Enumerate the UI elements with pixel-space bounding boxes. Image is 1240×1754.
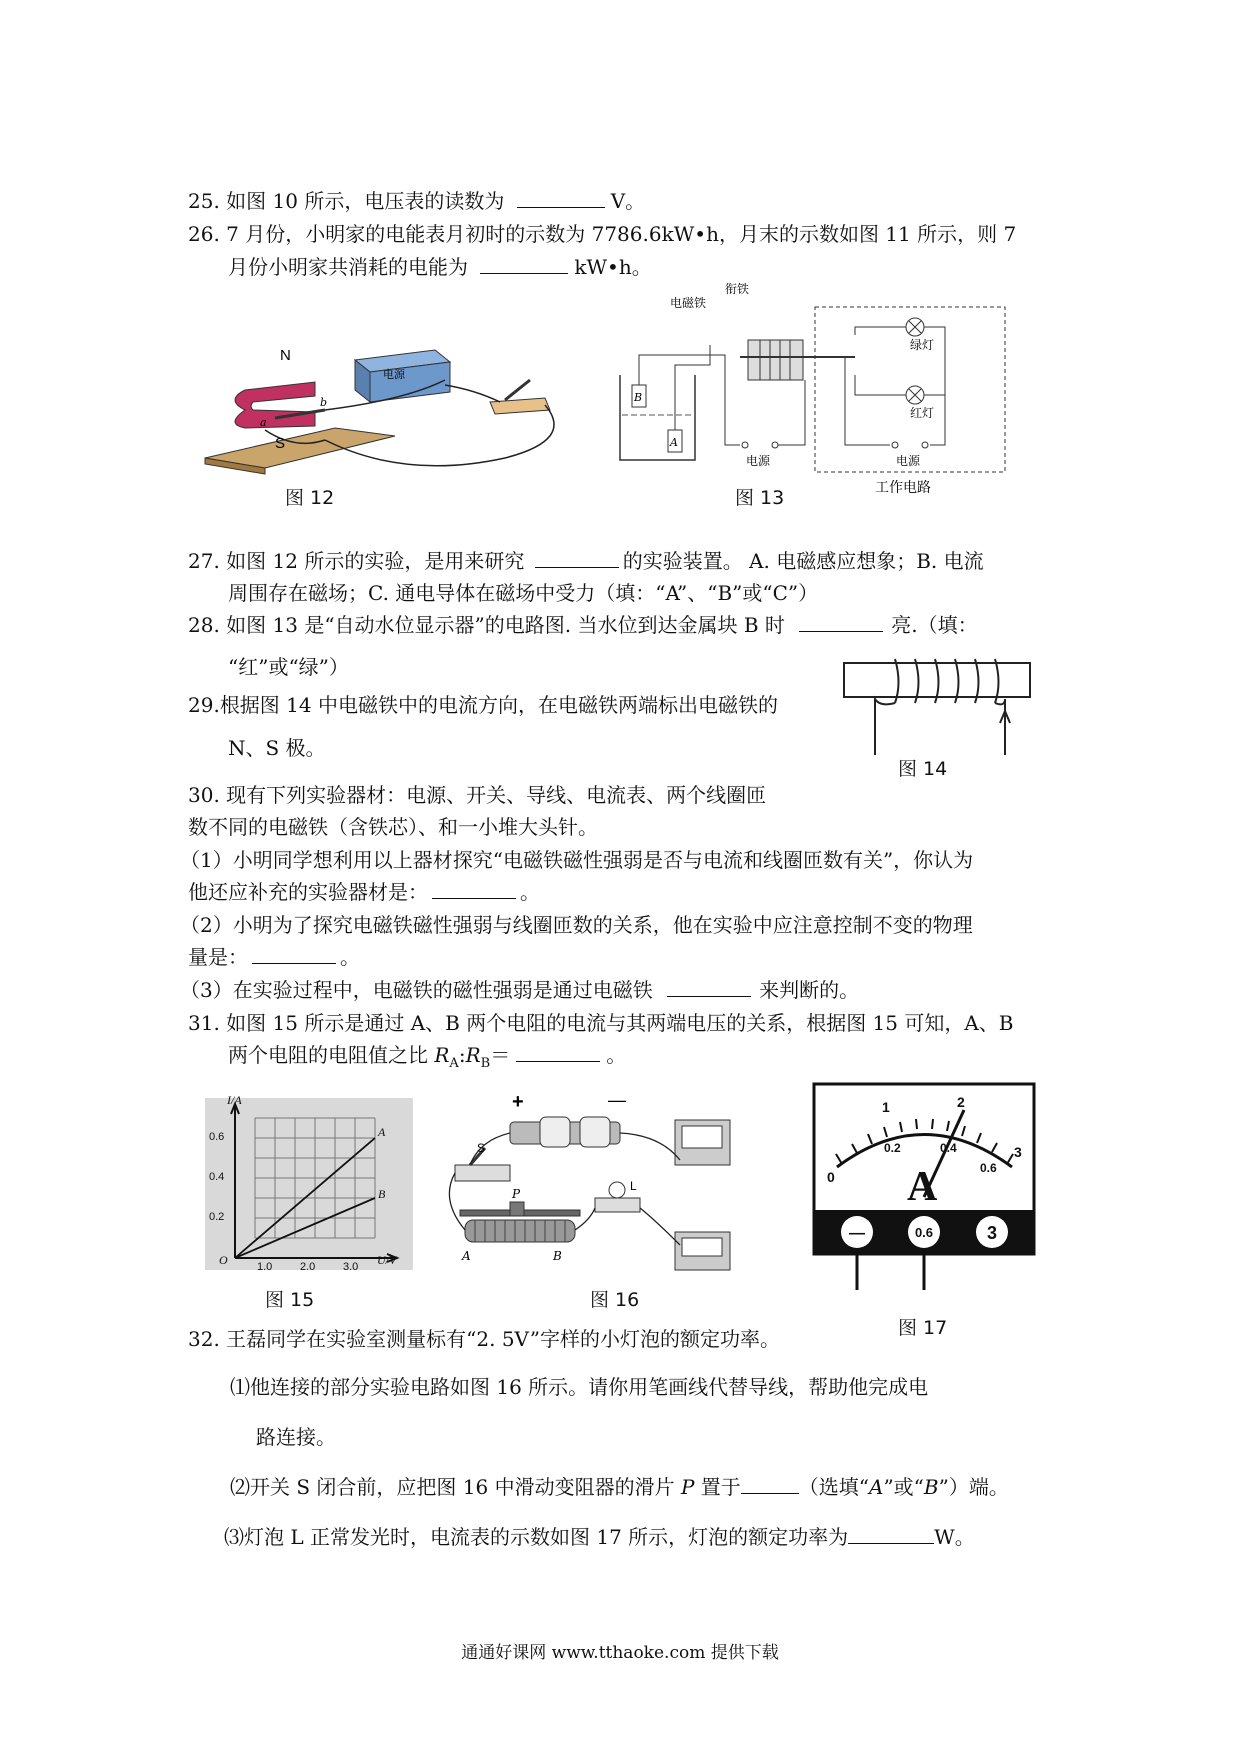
q31-rb: R xyxy=(465,1043,481,1067)
fig15-ytick: 0.6 xyxy=(209,1131,225,1143)
q32-line1 xyxy=(188,1326,780,1352)
fig17-scale: 0.6 xyxy=(980,1161,997,1175)
q30-line2 xyxy=(188,814,598,840)
fig17-scale: 3 xyxy=(1014,1144,1022,1160)
fig12-b-label: b xyxy=(320,396,328,409)
fig17-scale: 2 xyxy=(957,1094,965,1110)
fig15-xtick: 3.0 xyxy=(343,1261,359,1273)
fig17-terminal: 3 xyxy=(986,1223,998,1243)
fig15-xtick: 2.0 xyxy=(300,1261,316,1273)
fig15-ytick: 0.2 xyxy=(209,1211,225,1223)
q31-text1: 如图 15 所示是通过 A、B 两个电阻的电流与其两端电压的关系，根据图 15 可知，A、B xyxy=(226,1011,1014,1035)
q28-text1b: 亮.（填： xyxy=(891,613,978,637)
fig13-work-label: 工作电路 xyxy=(875,479,931,495)
q30-text1: 现有下列实验器材：电源、开关、导线、电流表、两个线圈匝 xyxy=(226,783,767,807)
fig16-minus: — xyxy=(608,1090,626,1110)
fig17-scale: 0.2 xyxy=(884,1141,901,1155)
q30-p2-text2: 量是： xyxy=(188,945,248,969)
q30-p3 xyxy=(180,977,859,1003)
fig12-s-label: S xyxy=(275,435,286,452)
fig15-line-a: A xyxy=(378,1125,386,1139)
q32-s2-p: P xyxy=(680,1475,695,1499)
fig15-origin: O xyxy=(219,1253,228,1267)
q30-p1-blank[interactable] xyxy=(432,880,516,899)
fig13-red-label: 红灯 xyxy=(910,406,935,420)
fig14-caption: 图 14 xyxy=(898,758,948,780)
q31-colon: : xyxy=(458,1043,466,1067)
figure-17-ammeter xyxy=(812,1082,1037,1292)
q26-text2: 月份小明家共消耗的电能为 xyxy=(228,255,468,279)
q29-line2 xyxy=(228,735,326,761)
q29-line1 xyxy=(188,692,778,718)
q32-s3 xyxy=(224,1524,975,1550)
fig17-terminal: — xyxy=(849,1225,865,1242)
figure-14-electromagnet xyxy=(840,655,1040,765)
q32-s2 xyxy=(230,1474,1009,1500)
fig12-caption: 图 12 xyxy=(285,487,335,509)
q25-num: 25. xyxy=(188,189,220,213)
q30-p1-line1 xyxy=(180,847,973,873)
q30-text2: 数不同的电磁铁（含铁芯）、和一小堆大头针。 xyxy=(188,815,598,839)
q27-num: 27. xyxy=(188,549,220,573)
fig17-scale: 0 xyxy=(827,1169,835,1185)
q31-blank[interactable] xyxy=(516,1043,600,1062)
fig12-n-label: N xyxy=(280,347,291,364)
q26-line1 xyxy=(188,221,1016,247)
fig12-a-label: a xyxy=(260,416,267,429)
q30-p2-line1 xyxy=(180,912,973,938)
q32-s2-text: ⑵开关 S 闭合前，应把图 16 中滑动变阻器的滑片 xyxy=(230,1475,681,1499)
fig16-s-label: S xyxy=(477,1141,486,1155)
q30-p2-line2 xyxy=(188,944,360,970)
q32-text1: 王磊同学在实验室测量标有“2. 5V”字样的小灯泡的额定功率。 xyxy=(226,1327,780,1351)
q26-num: 26. xyxy=(188,222,220,246)
q32-s2-a: A xyxy=(869,1475,884,1499)
q27-line2 xyxy=(228,580,818,606)
fig17-terminal: 0.6 xyxy=(914,1225,934,1240)
fig13-green-label: 绿灯 xyxy=(910,338,935,352)
q26-line2 xyxy=(228,254,652,280)
fig13-power2-label: 电源 xyxy=(896,454,921,468)
fig16-plus: + xyxy=(512,1091,524,1113)
fig12-power-label: 电源 xyxy=(383,369,405,381)
q28-line2 xyxy=(228,654,349,680)
q32-s2-end: ”）端。 xyxy=(938,1475,1009,1499)
page-footer[interactable]: 通通好课网 www.tthaoke.com 提供下载 xyxy=(461,1643,779,1663)
q27-text1: 如图 12 所示的实验，是用来研究 xyxy=(226,549,525,573)
fig13-power1-label: 电源 xyxy=(746,454,771,468)
q28-text2: “红”或“绿”） xyxy=(228,655,349,679)
q32-s3-text: ⑶灯泡 L 正常发光时，电流表的示数如图 17 所示，灯泡的额定功率为 xyxy=(224,1525,849,1549)
q32-s1-line2 xyxy=(256,1424,336,1450)
fig15-xtick: 1.0 xyxy=(257,1261,273,1273)
q32-s2-blank[interactable] xyxy=(741,1475,799,1494)
q32-s2-post: （选填“ xyxy=(798,1475,869,1499)
fig16-p-label: P xyxy=(512,1187,521,1201)
q25-unit: V。 xyxy=(610,189,646,213)
q30-p2-end: 。 xyxy=(340,945,360,969)
q32-s2-mid: 置于 xyxy=(694,1475,741,1499)
q26-unit: kW•h。 xyxy=(574,255,652,279)
fig13-electromagnet-label: 电磁铁 xyxy=(670,296,707,310)
q29-num: 29. xyxy=(188,693,220,717)
q31-ra: R xyxy=(434,1043,450,1067)
q30-p3-blank[interactable] xyxy=(667,978,751,997)
q32-s1-text: ⑴他连接的部分实验电路如图 16 所示。请你用笔画线代替导线，帮助他完成电 xyxy=(230,1375,929,1399)
q30-p1-line2 xyxy=(188,879,540,905)
fig15-line-b: B xyxy=(378,1187,386,1201)
q28-text1: 如图 13 是“自动水位显示器”的电路图. 当水位到达金属块 B 时 xyxy=(226,613,785,637)
q28-blank[interactable] xyxy=(799,613,883,632)
q32-s3-unit: W。 xyxy=(934,1525,975,1549)
q29-text1: 根据图 14 中电磁铁中的电流方向，在电磁铁两端标出电磁铁的 xyxy=(219,693,778,717)
q31-num: 31. xyxy=(188,1011,220,1035)
q30-p2-blank[interactable] xyxy=(252,945,336,964)
q26-blank[interactable] xyxy=(480,255,568,274)
q32-s3-blank[interactable] xyxy=(848,1525,934,1544)
figure-12-apparatus xyxy=(205,340,575,470)
q30-p1-text2: 他还应补充的实验器材是： xyxy=(188,880,428,904)
q26-text: 7 月份，小明家的电能表月初时的示数为 7786.6kW•h，月末的示数如图 11 所示，则 7 xyxy=(226,222,1017,246)
figure-16-circuit-apparatus xyxy=(440,1090,740,1270)
fig16-l-label: L xyxy=(630,1179,637,1193)
q32-num: 32. xyxy=(188,1327,220,1351)
fig13-a-label: A xyxy=(670,436,678,449)
q31-line2 xyxy=(228,1042,626,1077)
q31-eq: ＝ xyxy=(490,1043,511,1067)
q25-text: 如图 10 所示，电压表的读数为 xyxy=(226,189,505,213)
q32-s2-or: ”或“ xyxy=(883,1475,924,1499)
fig16-caption: 图 16 xyxy=(590,1289,640,1311)
q30-p3-text: （3）在实验过程中，电磁铁的磁性强弱是通过电磁铁 xyxy=(180,978,653,1002)
figure-15-iu-graph xyxy=(205,1093,413,1273)
fig17-scale: 0.4 xyxy=(940,1141,957,1155)
fig13-b-label: B xyxy=(634,391,643,404)
q30-p3-end: 来判断的。 xyxy=(759,978,860,1002)
q27-line1 xyxy=(188,548,984,574)
q28-num: 28. xyxy=(188,613,220,637)
q28-line1 xyxy=(188,612,978,638)
fig13-caption: 图 13 xyxy=(735,487,785,509)
q31-text2: 两个电阻的电阻值之比 xyxy=(228,1043,435,1067)
fig17-unit-a: A xyxy=(907,1164,938,1210)
fig17-scale: 1 xyxy=(882,1099,890,1115)
q27-text2: 周围存在磁场；C. 通电导体在磁场中受力（填：“A”、“B”或“C”） xyxy=(228,581,819,605)
q32-s2-b: B xyxy=(923,1475,939,1499)
q30-p2-text: （2）小明为了探究电磁铁磁性强弱与线圈匝数的关系，他在实验中应注意控制不变的物理 xyxy=(180,913,973,937)
q31-line1 xyxy=(188,1010,1014,1036)
fig15-ylabel: I/A xyxy=(227,1093,242,1107)
q30-num: 30. xyxy=(188,783,220,807)
q29-text2: N、S 极。 xyxy=(228,736,326,760)
q31-end: 。 xyxy=(606,1043,627,1067)
q30-p1-end: 。 xyxy=(520,880,540,904)
q31-ra-sub: A xyxy=(449,1056,459,1071)
q32-s1-line1 xyxy=(230,1374,928,1400)
fig15-ytick: 0.4 xyxy=(209,1171,225,1183)
q27-text1b: 的实验装置。 A. 电磁感应想象；B. 电流 xyxy=(622,549,984,573)
q25 xyxy=(188,188,645,214)
fig16-a-label: A xyxy=(462,1249,471,1263)
q25-blank[interactable] xyxy=(517,189,605,208)
q30-p1-text: （1）小明同学想利用以上器材探究“电磁铁磁性强弱是否与电流和线圈匝数有关”，你认为 xyxy=(180,848,974,872)
figure-13-circuit xyxy=(610,282,1010,495)
fig17-caption: 图 17 xyxy=(898,1317,948,1339)
fig16-b-label: B xyxy=(553,1249,562,1263)
fig15-caption: 图 15 xyxy=(265,1289,315,1311)
q30-line1 xyxy=(188,782,766,808)
q32-s1-text2: 路连接。 xyxy=(256,1425,336,1449)
q27-blank[interactable] xyxy=(535,549,619,568)
fig15-xlabel: U/V xyxy=(377,1253,397,1267)
q31-rb-sub: B xyxy=(480,1056,491,1071)
fig13-armature-label: 衔铁 xyxy=(725,282,750,296)
